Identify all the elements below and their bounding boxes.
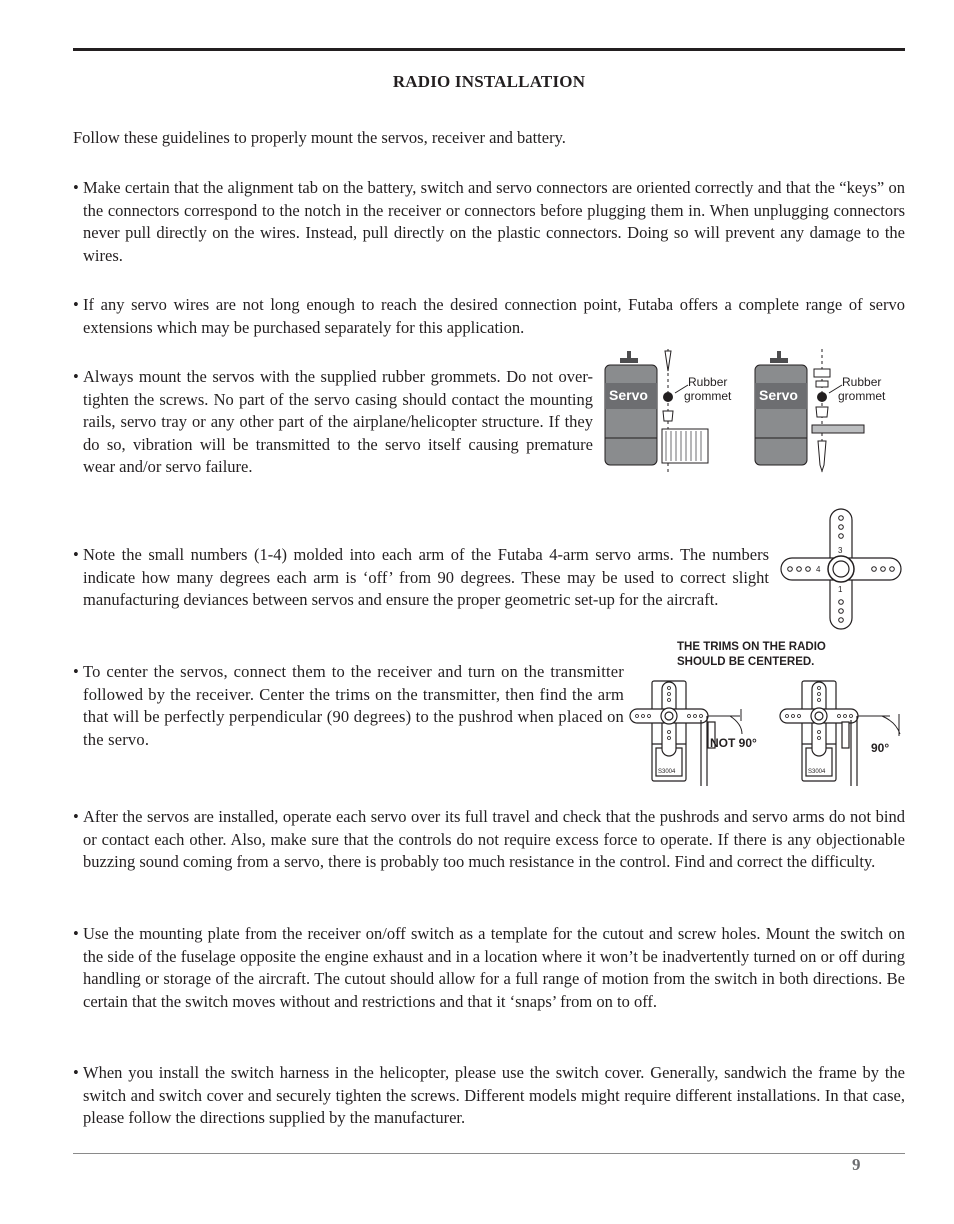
- top-rule: [73, 48, 905, 51]
- bullet-symbol: •: [73, 178, 79, 197]
- grommet-label-1b: grommet: [684, 389, 732, 403]
- bullet-text: If any servo wires are not long enough to reach the desired connection point, Futaba offers a complete range of servo extensions which may be purchased separately for this application.: [83, 295, 905, 337]
- ok-90-label: 90°: [871, 741, 890, 755]
- page-number: 9: [852, 1155, 861, 1174]
- bullet-symbol: •: [73, 1063, 79, 1082]
- bullet-symbol: •: [73, 367, 79, 386]
- arm-number-left: 4: [816, 565, 821, 574]
- not-90-label: NOT 90°: [710, 736, 757, 750]
- bullet-symbol: •: [73, 545, 79, 564]
- bullet-text: Make certain that the alignment tab on the battery, switch and servo connectors are oriented correctly and that the “keys” on the connectors correspond to the notch in the receiver or connectors before plugging them in. When unplugging connectors never pull directly on the wires. Instead, pull directly on the plastic connectors. Doing so will prevent any damage to the wires.: [83, 178, 905, 265]
- servo-arm-figure: [776, 505, 906, 633]
- grommet-label-2a: Rubber: [842, 375, 882, 389]
- bullet-symbol: •: [73, 924, 79, 943]
- servo-label-2: Servo: [759, 387, 798, 403]
- servo-model-1: S3004: [658, 769, 676, 775]
- servo-label-1: Servo: [609, 387, 648, 403]
- rubber-grommet-figure: [600, 345, 900, 475]
- bullet-symbol: •: [73, 662, 79, 681]
- bullet-symbol: •: [73, 295, 79, 314]
- arm-number-top: 3: [838, 546, 843, 555]
- trims-caption-line1: THE TRIMS ON THE RADIO: [677, 641, 826, 653]
- grommet-label-1a: Rubber: [688, 375, 728, 389]
- servo-centering-figure: [620, 676, 905, 788]
- page-title: RADIO INSTALLATION: [392, 72, 586, 91]
- intro-paragraph: Follow these guidelines to properly mount the servos, receiver and battery.: [73, 128, 566, 147]
- servo-model-2: S3004: [808, 769, 826, 775]
- grommet-label-2b: grommet: [838, 389, 886, 403]
- arm-number-bottom: 1: [838, 585, 843, 594]
- trims-caption-line2: SHOULD BE CENTERED.: [677, 656, 815, 668]
- bullet-text: When you install the switch harness in the helicopter, please use the switch cover. Generally, sandwich the frame by the switch and switch cover and securely tighten the screws. Different models might require different installations. In that case, please follow the directions supplied by the manufacturer.: [83, 1063, 905, 1127]
- bullet-text: To center the servos, connect them to the receiver and turn on the transmitter followed by the receiver. Center the trims on the transmitter, then find the arm that will be perfectly perpendicular (90 degrees) to the pushrod when placed on the servo.: [83, 662, 624, 749]
- bottom-rule: [73, 1153, 905, 1154]
- trims-caption: [676, 638, 866, 670]
- bullet-text: Note the small numbers (1-4) molded into each arm of the Futaba 4-arm servo arms. The numbers indicate how many degrees each arm is ‘off’ from 90 degrees. These may be used to correct slight manufacturing deviances between servos and ensure the proper geometric set-up for the aircraft.: [83, 545, 769, 609]
- bullet-text: Always mount the servos with the supplied rubber grommets. Do not over-tighten the screws. No part of the servo casing should contact the mounting rails, servo tray or any other part of the airplane/helicopter structure. If they do so, vibration will be transmitted to the servo itself causing premature wear and/or servo failure.: [83, 367, 593, 476]
- bullet-symbol: •: [73, 807, 79, 826]
- bullet-text: Use the mounting plate from the receiver on/off switch as a template for the cutout and screw holes. Mount the switch on the side of the fuselage opposite the engine exhaust and in a location where it won’t be inadvertently turned on or off during handling or storage of the aircraft. The cutout should allow for a full range of motion from the switch in both directions. Be certain that the switch moves without and restrictions and that it ‘snaps’ from on to off.: [83, 924, 905, 1011]
- bullet-text: After the servos are installed, operate each servo over its full travel and check that the pushrods and servo arms do not bind or contact each other. Also, make sure that the controls do not require excess force to operate. If there is any objectionable buzzing sound coming from a servo, there is probably too much resistance in the control. Find and correct the difficulty.: [83, 807, 905, 871]
